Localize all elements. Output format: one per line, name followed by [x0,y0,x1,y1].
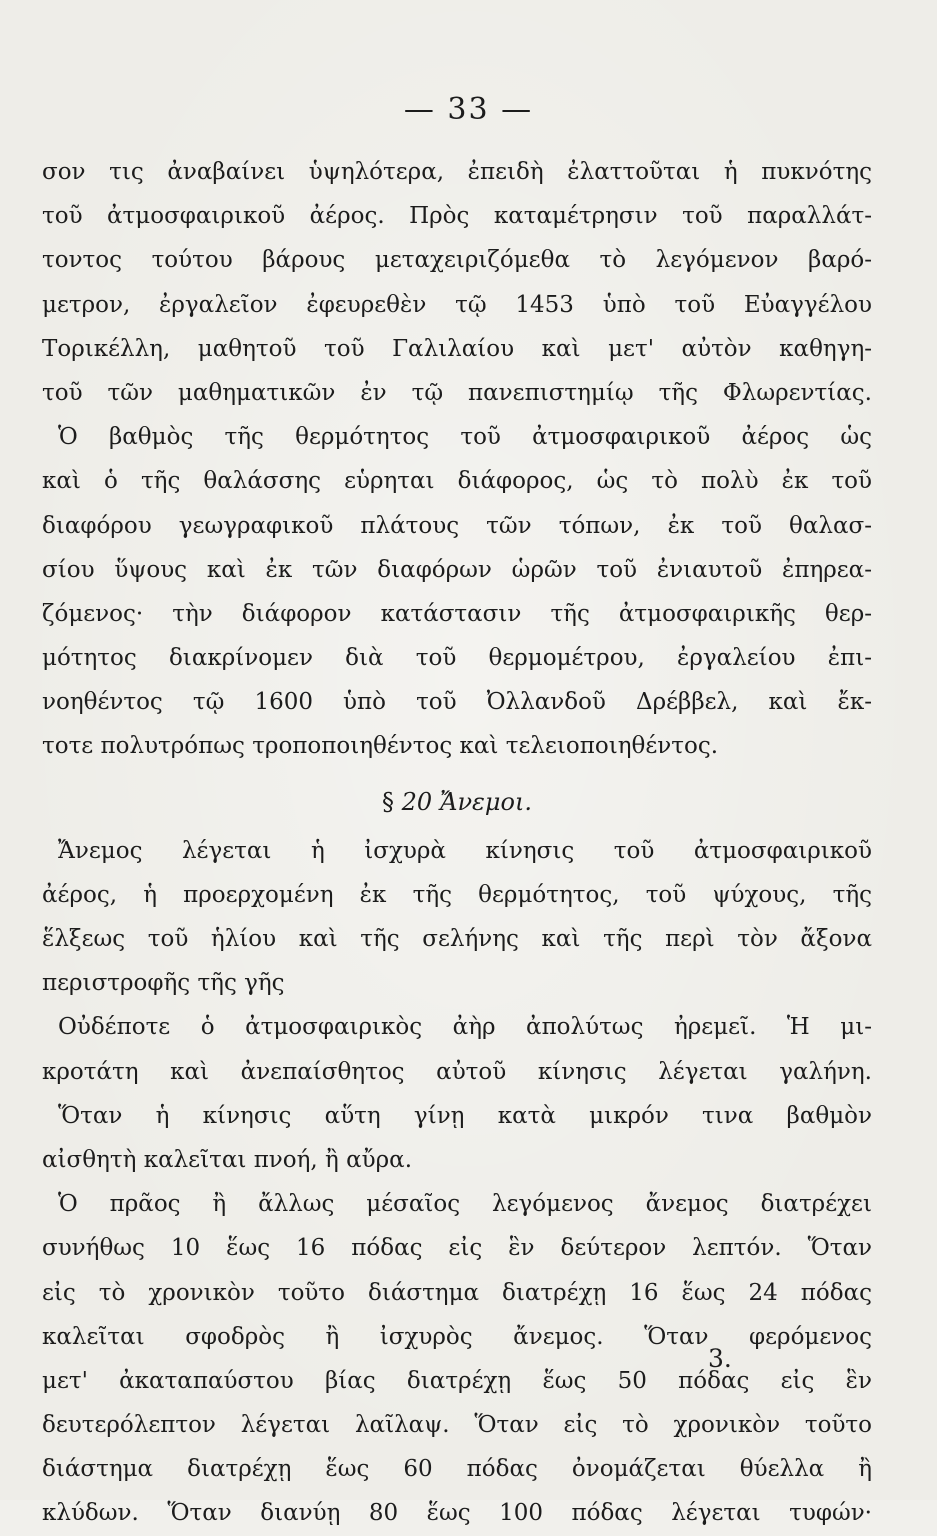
text-line: μετ' ἀκαταπαύστου βίας διατρέχῃ ἕως 50 πόδας εἰς ἓν [42,1367,872,1394]
paragraph-3 [42,829,872,1006]
signature-mark: 3. [708,1344,732,1373]
text-line: Ἄνεμος λέγεται ἡ ἰσχυρὰ κίνησις τοῦ ἀτμοσφαιρικοῦ [58,837,872,864]
text-line: διάστημα διατρέχῃ ἕως 60 πόδας ὀνομάζεται θύελλα ἢ [42,1456,872,1483]
text-line: συνήθως 10 ἕως 16 πόδας εἰς ἓν δεύτερον λεπτόν. Ὅταν [42,1235,872,1262]
section-heading [42,769,872,829]
body-text [42,150,872,1536]
text-line: Τορικέλλη, μαθητοῦ τοῦ Γαλιλαίου καὶ μετ' αὐτὸν καθηγη- [42,335,872,362]
text-line: διαφόρου γεωγραφικοῦ πλάτους τῶν τόπων, ἐκ τοῦ θαλασ- [42,512,872,539]
paragraph-1 [42,150,872,415]
text-line: μετρον, ἐργαλεῖον ἐφευρεθὲν τῷ 1453 ὑπὸ τοῦ Εὐαγγέλου [42,291,872,318]
text-line: αἰσθητὴ καλεῖται πνοή, ἢ αὔρα. [42,1146,413,1173]
text-line: τοῦ τῶν μαθηματικῶν ἐν τῷ πανεπιστημίῳ τῆς Φλωρεντίας. [42,379,872,406]
paragraph-2 [42,415,872,769]
text-line: τοῦ ἀτμοσφαιρικοῦ ἀέρος. Πρὸς καταμέτρησιν τοῦ παραλλάτ- [42,203,872,230]
text-line: κλύδων. Ὅταν διανύῃ 80 ἕως 100 πόδας λέγεται τυφών· [42,1500,872,1527]
paragraph-4 [42,1005,872,1182]
section-mark: § [382,787,394,816]
text-line: σίου ὕψους καὶ ἐκ τῶν διαφόρων ὡρῶν τοῦ ἐνιαυτοῦ ἐπηρεα- [42,556,872,583]
section-number: 20 [401,787,433,816]
paragraph-5 [42,1182,872,1536]
text-line: καλεῖται σφοδρὸς ἢ ἰσχυρὸς ἄνεμος. Ὅταν φερόμενος [42,1323,872,1350]
text-line: Ὁ πρᾶος ἢ ἄλλως μέσαῖος λεγόμενος ἄνεμος διατρέχει [58,1191,872,1218]
text-line: τοντος τούτου βάρους μεταχειριζόμεθα τὸ λεγόμενον βαρό- [42,247,872,274]
text-line: Ὅταν ἡ κίνησις αὕτη γίνῃ κατὰ μικρόν τινα βαθμὸν [58,1102,872,1129]
section-title: Ἄνεμοι. [439,787,532,816]
text-line: ζόμενος· τὴν διάφορον κατάστασιν τῆς ἀτμοσφαιρικῆς θερ- [42,600,872,627]
text-line: ἕλξεως τοῦ ἡλίου καὶ τῆς σελήνης καὶ τῆς περὶ τὸν ἄξονα [42,926,872,952]
text-line: Οὐδέποτε ὁ ἀτμοσφαιρικὸς ἀὴρ ἀπολύτως ἠρεμεῖ. Ἡ μι- [58,1014,872,1041]
page-number: — 33 — [403,92,534,127]
text-line: περιστροφῆς τῆς γῆς [42,970,285,997]
text-line: τοτε πολυτρόπως τροποποιηθέντος καὶ τελειοποιηθέντος. [42,733,719,760]
text-line: ἀέρος, ἡ προερχομένη ἐκ τῆς θερμότητος, τοῦ ψύχους, τῆς [42,881,872,908]
text-line: καὶ ὁ τῆς θαλάσσης εὑρηται διάφορος, ὡς τὸ πολὺ ἐκ τοῦ [42,468,872,495]
text-line: εἰς τὸ χρονικὸν τοῦτο διάστημα διατρέχῃ 16 ἕως 24 πόδας [42,1279,872,1306]
text-line: Ὁ βαθμὸς τῆς θερμότητος τοῦ ἀτμοσφαιρικοῦ ἀέρος ὡς [58,424,872,451]
text-line: σον τις ἀναβαίνει ὑψηλότερα, ἐπειδὴ ἐλαττοῦται ἡ πυκνότης [42,159,872,185]
text-line: νοηθέντος τῷ 1600 ὑπὸ τοῦ Ὀλλανδοῦ Δρέββελ, καὶ ἔκ- [42,689,872,716]
text-line: κροτάτη καὶ ἀνεπαίσθητος αὐτοῦ κίνησις λέγεται γαλήνη. [42,1058,872,1085]
text-line: μότητος διακρίνομεν διὰ τοῦ θερμομέτρου, ἐργαλείου ἐπι- [42,645,872,672]
text-line: δευτερόλεπτον λέγεται λαῖλαψ. Ὅταν εἰς τὸ χρονικὸν τοῦτο [42,1412,872,1439]
